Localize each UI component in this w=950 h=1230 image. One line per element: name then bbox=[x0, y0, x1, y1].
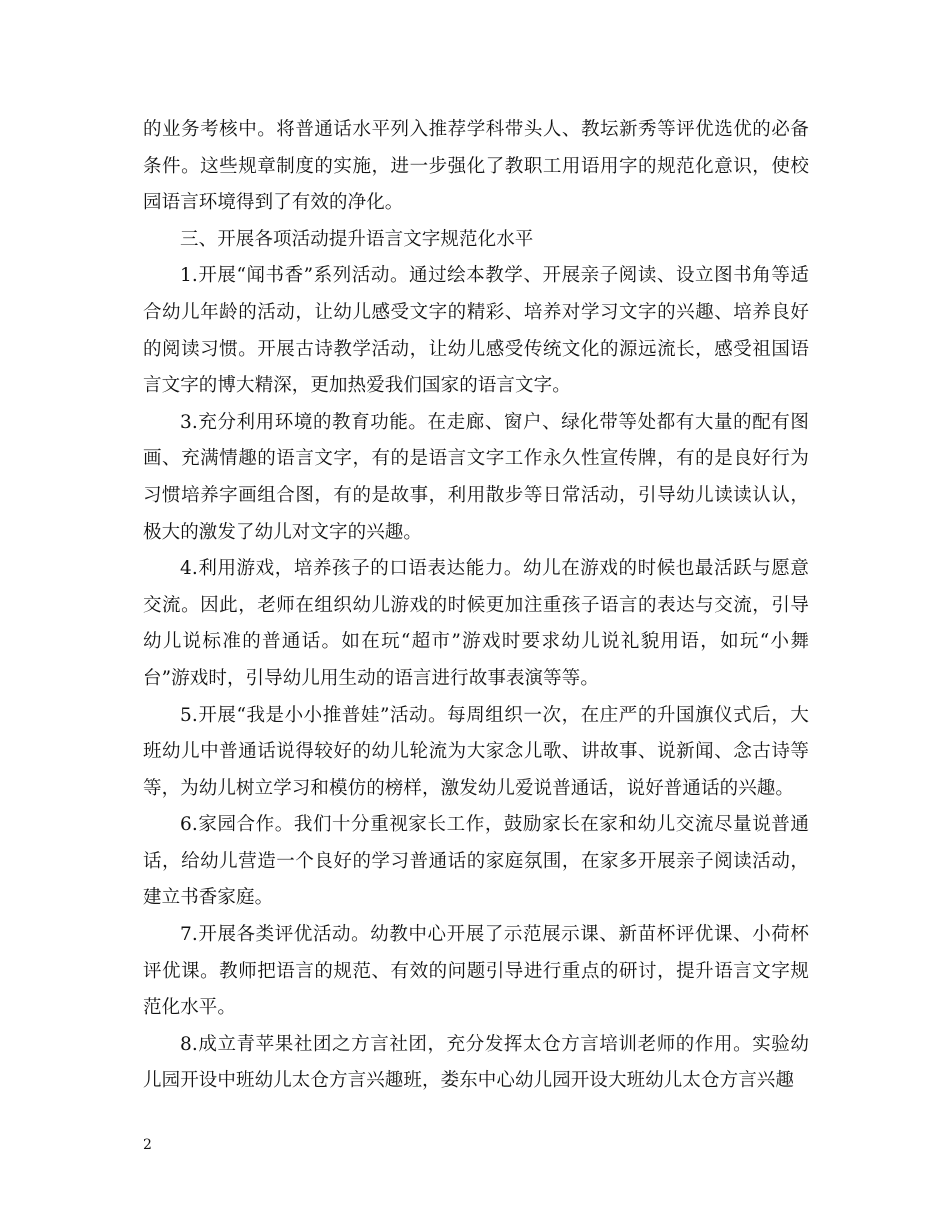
paragraph-item-4: 4.利用游戏，培养孩子的口语表达能力。幼儿在游戏的时候也最活跃与愿意交流。因此，老师在组织幼儿游戏的时候更加注重孩子语言的表达与交流，引导幼儿说标准的普通话。如在玩“超市”游戏时要求幼儿说礼貌用语，如玩“小舞台”游戏时，引导幼儿用生动的语言进行故事表演等等。 bbox=[143, 558, 809, 689]
paragraph-item-1: 1.开展“闻书香”系列活动。通过绘本教学、开展亲子阅读、设立图书角等适合幼儿年龄的活动，让幼儿感受文字的精彩、培养对学习文字的兴趣、培养良好的阅读习惯。开展古诗教学活动，让幼儿感受传统文化的源远流长，感受祖国语言文字的博大精深，更加热爱我们国家的语言文字。 bbox=[143, 265, 809, 397]
paragraph-1: 的业务考核中。将普通话水平列入推荐学科带头人、教坛新秀等评优选优的必备条件。这些规章制度的实施，进一步强化了教职工用语用字的规范化意识，使校园语言环境得到了有效的净化。 bbox=[143, 119, 809, 214]
paragraph-item-8: 8.成立青苹果社团之方言社团，充分发挥太仓方言培训老师的作用。实验幼儿园开设中班幼儿太仓方言兴趣班，娄东中心幼儿园开设大班幼儿太仓方言兴趣 bbox=[143, 1033, 809, 1092]
page-number: 2 bbox=[143, 1137, 152, 1153]
paragraph-item-7: 7.开展各类评优活动。幼教中心开展了示范展示课、新苗杯评优课、小荷杯评优课。教师把语言的规范、有效的问题引导进行重点的研讨，提升语言文字规范化水平。 bbox=[143, 924, 809, 1019]
paragraph-item-3: 3.充分利用环境的教育功能。在走廊、窗户、绿化带等处都有大量的配有图画、充满情趣的语言文字，有的是语言文字工作永久性宣传牌，有的是良好行为习惯培养字画组合图，有的是故事，利用散步等日常活动，引导幼儿读读认认，极大的激发了幼儿对文字的兴趣。 bbox=[143, 411, 809, 543]
body-text bbox=[143, 112, 809, 1100]
paragraph-item-5: 5.开展“我是小小推普娃”活动。每周组织一次，在庄严的升国旗仪式后，大班幼儿中普通话说得较好的幼儿轮流为大家念儿歌、讲故事、说新闻、念古诗等等，为幼儿树立学习和模仿的榜样，激发幼儿爱说普通话，说好普通话的兴趣。 bbox=[143, 704, 809, 799]
paragraph-item-6: 6.家园合作。我们十分重视家长工作，鼓励家长在家和幼儿交流尽量说普通话，给幼儿营造一个良好的学习普通话的家庭氛围，在家多开展亲子阅读活动，建立书香家庭。 bbox=[143, 814, 809, 909]
section-heading: 三、开展各项活动提升语言文字规范化水平 bbox=[180, 228, 534, 250]
